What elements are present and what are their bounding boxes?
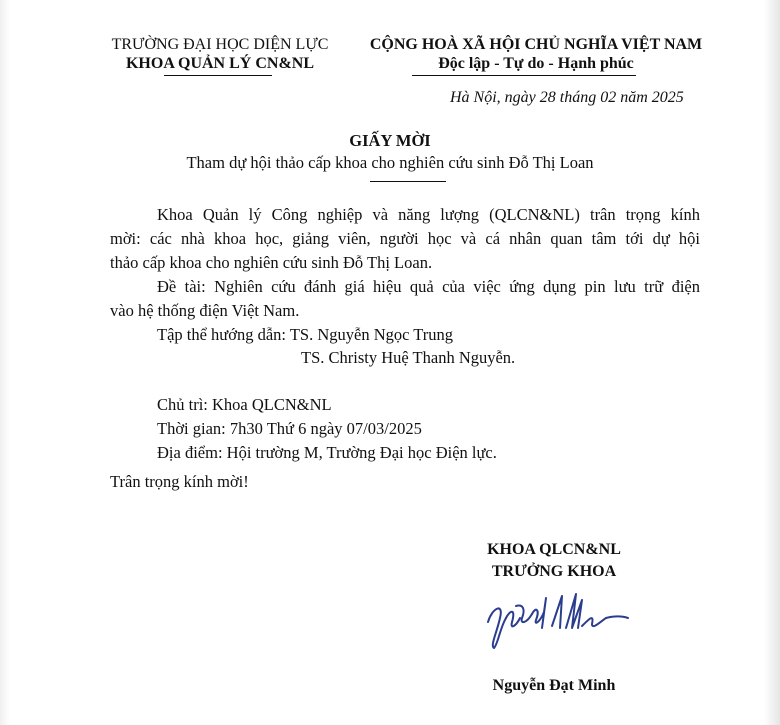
signature-unit: KHOA QLCN&NL xyxy=(487,541,621,558)
chair: Chủ trì: Khoa QLCN&NL xyxy=(157,395,332,414)
event-time: Thời gian: 7h30 Thứ 6 ngày 07/03/2025 xyxy=(157,419,422,438)
closing: Trân trọng kính mời! xyxy=(110,472,249,491)
header-left-underline xyxy=(164,75,272,76)
supervisor-2: TS. Christy Huệ Thanh Nguyễn. xyxy=(301,348,516,367)
page-edge-left xyxy=(0,0,10,725)
signature-position: TRƯỞNG KHOA xyxy=(491,563,617,580)
invitation-line-3: thảo cấp khoa cho nghiên cứu sinh Đỗ Thị Loan. xyxy=(110,253,433,272)
invitation-line-1: Khoa Quản lý Công nghiệp và năng lượng (QLCN&NL) trân trọng kính xyxy=(157,205,700,224)
document-subtitle: Tham dự hội thảo cấp khoa cho nghiên cứu sinh Đỗ Thị Loan xyxy=(186,153,594,172)
supervisors: Tập thể hướng dẫn: TS. Nguyễn Ngọc Trung xyxy=(157,325,454,344)
topic-line-1: Đề tài: Nghiên cứu đánh giá hiệu quả của việc ứng dụng pin lưu trữ điện xyxy=(157,277,700,296)
invitation-line-2: mời: các nhà khoa học, giảng viên, người học và cá nhân quan tâm tới dự hội xyxy=(110,229,700,248)
faculty-name: KHOA QUẢN LÝ CN&NL xyxy=(125,55,314,72)
event-location: Địa điểm: Hội trường M, Trường Đại học Điện lực. xyxy=(157,443,497,462)
title-underline xyxy=(370,181,446,182)
page-edge-right xyxy=(764,0,780,725)
motto-underline xyxy=(412,75,636,76)
signer-name: Nguyễn Đạt Minh xyxy=(492,677,616,694)
topic-line-2: vào hệ thống điện Việt Nam. xyxy=(110,301,300,320)
document-title: GIẤY MỜI xyxy=(349,131,431,150)
school-name: TRƯỜNG ĐẠI HỌC DIỆN LỰC xyxy=(111,36,329,53)
handwritten-signature xyxy=(482,588,632,654)
motto: Độc lập - Tự do - Hạnh phúc xyxy=(438,55,634,72)
place-date: Hà Nội, ngày 28 tháng 02 năm 2025 xyxy=(450,89,684,106)
nation-title: CỘNG HOÀ XÃ HỘI CHỦ NGHĨA VIỆT NAM xyxy=(369,36,703,53)
